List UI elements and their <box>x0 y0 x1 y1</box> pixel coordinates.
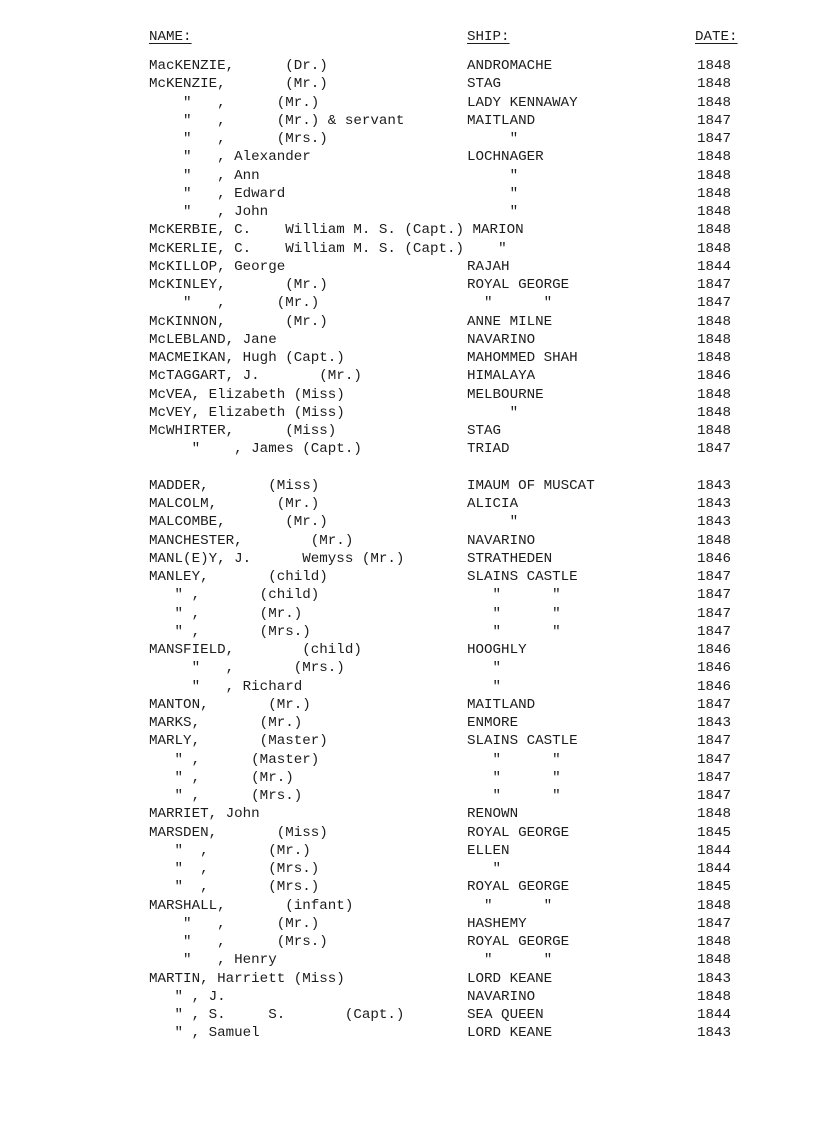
table-row <box>0 988 816 1006</box>
sailing-date: 1848 <box>697 952 732 969</box>
sailing-date: 1848 <box>697 167 732 184</box>
sailing-date: 1844 <box>697 861 732 877</box>
ship-name: " " <box>467 769 561 786</box>
passenger-name: McKILLOP, George <box>149 258 286 275</box>
table-row <box>0 349 816 367</box>
passenger-name: " , (Mr.) <box>149 842 311 859</box>
passenger-name: MACMEIKAN, Hugh (Capt.) <box>149 350 345 366</box>
passenger-name: " , (Mr.) <box>149 915 320 932</box>
table-row <box>0 148 816 166</box>
sailing-date: 1847 <box>697 441 732 458</box>
passenger-name: MANLEY, (child) <box>149 569 328 585</box>
passenger-name: MADDER, (Miss) <box>149 477 320 494</box>
sailing-date: 1847 <box>697 788 732 804</box>
ship-name: " " <box>467 788 561 804</box>
passenger-name: MacKENZIE, (Dr.) <box>149 58 328 74</box>
passenger-name: " , (Mr.) <box>149 295 320 312</box>
passenger-name: MANCHESTER, (Mr.) <box>149 532 354 549</box>
ship-name: IMAUM OF MUSCAT <box>467 477 595 494</box>
passenger-name: " , (Mrs.) <box>149 623 311 640</box>
ship-name: TRIAD <box>467 441 510 458</box>
sailing-date: 1847 <box>697 623 732 640</box>
table-row <box>0 240 816 258</box>
sailing-date: 1848 <box>697 897 732 914</box>
sailing-date: 1847 <box>697 751 732 768</box>
table-row <box>0 313 816 331</box>
ship-name: " " <box>467 952 553 969</box>
table-row <box>0 1024 816 1042</box>
ship-name: STAG <box>467 76 502 93</box>
ship-name: LADY KENNAWAY <box>467 94 578 111</box>
sailing-date: 1848 <box>697 423 732 439</box>
sailing-date: 1848 <box>697 76 732 93</box>
table-row <box>0 586 816 604</box>
passenger-name: " , (Mr.) <box>149 94 320 111</box>
sailing-date: 1848 <box>697 934 732 950</box>
table-row <box>0 732 816 750</box>
sailing-date: 1847 <box>697 696 732 713</box>
sailing-date: 1848 <box>697 94 732 111</box>
table-row <box>0 787 816 805</box>
sailing-date: 1847 <box>697 295 732 312</box>
ship-name: MAITLAND <box>467 112 536 129</box>
sailing-date: 1848 <box>697 386 732 403</box>
passenger-name: " , (Mrs.) <box>149 131 328 147</box>
ship-name: LOCHNAGER <box>467 149 544 166</box>
ship-name: " " <box>467 587 561 604</box>
sailing-date: 1848 <box>697 331 732 348</box>
passenger-name: McKERLIE, C. William M. S. (Capt.) " <box>149 240 507 257</box>
ship-name: NAVARINO <box>467 532 536 549</box>
ship-name: " <box>467 660 502 677</box>
passenger-name: " , Henry <box>149 952 277 969</box>
table-row <box>0 805 816 823</box>
table-row <box>0 641 816 659</box>
table-row <box>0 276 816 294</box>
table-row <box>0 933 816 951</box>
passenger-name: " , J. <box>149 988 226 1005</box>
passenger-name: MARRIET, John <box>149 806 260 823</box>
sailing-date: 1848 <box>697 806 732 823</box>
sailing-date: 1848 <box>697 240 732 257</box>
ship-name: LORD KEANE <box>467 1025 553 1042</box>
passenger-name: MARKS, (Mr.) <box>149 715 303 731</box>
passenger-name: " , (Mrs.) <box>149 788 303 804</box>
passenger-name: " , Edward <box>149 185 286 202</box>
sailing-date: 1847 <box>697 605 732 622</box>
sailing-date: 1846 <box>697 550 732 567</box>
passenger-name: " , (child) <box>149 587 320 604</box>
sailing-date: 1847 <box>697 587 732 604</box>
passenger-name: MANTON, (Mr.) <box>149 696 311 713</box>
ship-name: MELBOURNE <box>467 386 544 403</box>
ship-name: LORD KEANE <box>467 970 553 987</box>
passenger-name: McKINLEY, (Mr.) <box>149 277 328 293</box>
ship-name: " <box>467 131 519 147</box>
table-row <box>0 951 816 969</box>
ship-name: SLAINS CASTLE <box>467 569 578 585</box>
ship-name: ELLEN <box>467 842 510 859</box>
sailing-date: 1843 <box>697 477 732 494</box>
ship-name: RAJAH <box>467 258 510 275</box>
ship-name: ROYAL GEORGE <box>467 824 570 841</box>
ship-column-header: SHIP: <box>467 29 510 45</box>
ship-name: MAITLAND <box>467 696 536 713</box>
table-row <box>0 915 816 933</box>
passenger-name: " , (Master) <box>149 751 320 768</box>
ship-name: " <box>467 678 502 695</box>
table-row <box>0 860 816 878</box>
passenger-name: McKENZIE, (Mr.) <box>149 76 328 93</box>
ship-name: HIMALAYA <box>467 368 536 385</box>
passenger-name: MARLY, (Master) <box>149 733 328 750</box>
section-gap <box>0 459 816 477</box>
passenger-name: MALCOLM, (Mr.) <box>149 496 320 512</box>
sailing-date: 1847 <box>697 112 732 129</box>
table-row <box>0 714 816 732</box>
passenger-name: McKERBIE, C. William M. S. (Capt.) MARION <box>149 222 524 239</box>
table-row <box>0 331 816 349</box>
sailing-date: 1844 <box>697 258 732 275</box>
table-row <box>0 970 816 988</box>
sailing-date: 1843 <box>697 514 732 531</box>
sailing-date: 1847 <box>697 277 732 293</box>
date-column-header: DATE: <box>695 29 738 45</box>
ship-name: ENMORE <box>467 715 519 731</box>
name-column-header: NAME: <box>149 29 192 45</box>
sailing-date: 1848 <box>697 313 732 330</box>
sailing-date: 1848 <box>697 350 732 366</box>
passenger-name: MALCOMBE, (Mr.) <box>149 514 328 531</box>
table-row <box>0 751 816 769</box>
table-row <box>0 440 816 458</box>
ship-name: " " <box>467 623 561 640</box>
passenger-name: McWHIRTER, (Miss) <box>149 423 337 439</box>
table-row <box>0 185 816 203</box>
ship-name: ROYAL GEORGE <box>467 277 570 293</box>
sailing-date: 1848 <box>697 204 732 220</box>
sailing-date: 1847 <box>697 915 732 932</box>
table-row <box>0 294 816 312</box>
passenger-name: " , James (Capt.) <box>149 441 362 458</box>
table-row <box>0 112 816 130</box>
table-row <box>0 623 816 641</box>
sailing-date: 1845 <box>697 879 732 896</box>
ship-name: " " <box>467 897 553 914</box>
passenger-name: McKINNON, (Mr.) <box>149 313 328 330</box>
passenger-name: McTAGGART, J. (Mr.) <box>149 368 362 385</box>
table-row <box>0 94 816 112</box>
passenger-list <box>0 57 816 1043</box>
table-row <box>0 367 816 385</box>
passenger-name: " , Richard <box>149 678 303 695</box>
ship-name: " <box>467 185 519 202</box>
ship-name: " <box>467 167 519 184</box>
ship-name: SLAINS CASTLE <box>467 733 578 750</box>
ship-name: " <box>467 514 519 531</box>
table-row <box>0 75 816 93</box>
ship-name: MAHOMMED SHAH <box>467 350 578 366</box>
table-row <box>0 513 816 531</box>
ship-name: SEA QUEEN <box>467 1007 544 1023</box>
ship-name: ROYAL GEORGE <box>467 934 570 950</box>
passenger-name: MANL(E)Y, J. Wemyss (Mr.) <box>149 550 405 567</box>
sailing-date: 1848 <box>697 988 732 1005</box>
table-row <box>0 769 816 787</box>
sailing-date: 1848 <box>697 185 732 202</box>
ship-name: " <box>467 404 519 421</box>
sailing-date: 1846 <box>697 678 732 695</box>
passenger-name: " , (Mrs.) <box>149 861 320 877</box>
table-row <box>0 678 816 696</box>
sailing-date: 1843 <box>697 496 732 512</box>
passenger-name: " , (Mr.) <box>149 769 294 786</box>
ship-name: HASHEMY <box>467 915 527 932</box>
passenger-name: " , (Mrs.) <box>149 934 328 950</box>
ship-name: STRATHEDEN <box>467 550 553 567</box>
sailing-date: 1843 <box>697 715 732 731</box>
table-row <box>0 550 816 568</box>
passenger-name: " , S. S. (Capt.) <box>149 1007 405 1023</box>
table-row <box>0 696 816 714</box>
table-row <box>0 167 816 185</box>
sailing-date: 1846 <box>697 660 732 677</box>
ship-name: ANDROMACHE <box>467 58 553 74</box>
sailing-date: 1844 <box>697 842 732 859</box>
passenger-name: McLEBLAND, Jane <box>149 331 277 348</box>
table-row <box>0 130 816 148</box>
ship-name: " <box>467 204 519 220</box>
table-row <box>0 532 816 550</box>
table-row <box>0 221 816 239</box>
passenger-name: MANSFIELD, (child) <box>149 642 362 658</box>
table-row <box>0 659 816 677</box>
table-row <box>0 878 816 896</box>
passenger-name: " , John <box>149 204 269 220</box>
passenger-name: " , (Mrs.) <box>149 660 345 677</box>
ship-name: ROYAL GEORGE <box>467 879 570 896</box>
sailing-date: 1847 <box>697 131 732 147</box>
sailing-date: 1846 <box>697 368 732 385</box>
passenger-name: " , Samuel <box>149 1025 260 1042</box>
ship-name: NAVARINO <box>467 331 536 348</box>
sailing-date: 1844 <box>697 1007 732 1023</box>
ship-name: STAG <box>467 423 502 439</box>
table-row <box>0 1006 816 1024</box>
sailing-date: 1848 <box>697 404 732 421</box>
table-row <box>0 568 816 586</box>
sailing-date: 1843 <box>697 1025 732 1042</box>
sailing-date: 1847 <box>697 569 732 585</box>
table-row <box>0 824 816 842</box>
passenger-name: MARTIN, Harriett (Miss) <box>149 970 345 987</box>
sailing-date: 1847 <box>697 769 732 786</box>
table-row <box>0 258 816 276</box>
table-row <box>0 386 816 404</box>
table-row <box>0 422 816 440</box>
sailing-date: 1845 <box>697 824 732 841</box>
passenger-name: " , (Mrs.) <box>149 879 320 896</box>
sailing-date: 1846 <box>697 642 732 658</box>
passenger-name: " , (Mr.) <box>149 605 303 622</box>
sailing-date: 1847 <box>697 733 732 750</box>
table-row <box>0 897 816 915</box>
table-row <box>0 495 816 513</box>
passenger-name: " , Ann <box>149 167 260 184</box>
ship-name: ALICIA <box>467 496 519 512</box>
sailing-date: 1843 <box>697 970 732 987</box>
table-row <box>0 842 816 860</box>
ship-name: " " <box>467 295 553 312</box>
sailing-date: 1848 <box>697 222 732 239</box>
ship-name: " <box>467 861 502 877</box>
ship-name: " " <box>467 605 561 622</box>
passenger-name: MARSDEN, (Miss) <box>149 824 328 841</box>
ship-name: ANNE MILNE <box>467 313 553 330</box>
sailing-date: 1848 <box>697 149 732 166</box>
passenger-name: " , Alexander <box>149 149 311 166</box>
ship-name: RENOWN <box>467 806 519 823</box>
table-row <box>0 605 816 623</box>
passenger-name: " , (Mr.) & servant <box>149 112 405 129</box>
ship-name: " " <box>467 751 561 768</box>
ship-name: HOOGHLY <box>467 642 527 658</box>
table-row <box>0 57 816 75</box>
sailing-date: 1848 <box>697 532 732 549</box>
passenger-name: McVEY, Elizabeth (Miss) <box>149 404 345 421</box>
sailing-date: 1848 <box>697 58 732 74</box>
table-row <box>0 477 816 495</box>
table-row <box>0 203 816 221</box>
passenger-name: MARSHALL, (infant) <box>149 897 354 914</box>
table-row <box>0 404 816 422</box>
ship-name: NAVARINO <box>467 988 536 1005</box>
passenger-name: McVEA, Elizabeth (Miss) <box>149 386 345 403</box>
